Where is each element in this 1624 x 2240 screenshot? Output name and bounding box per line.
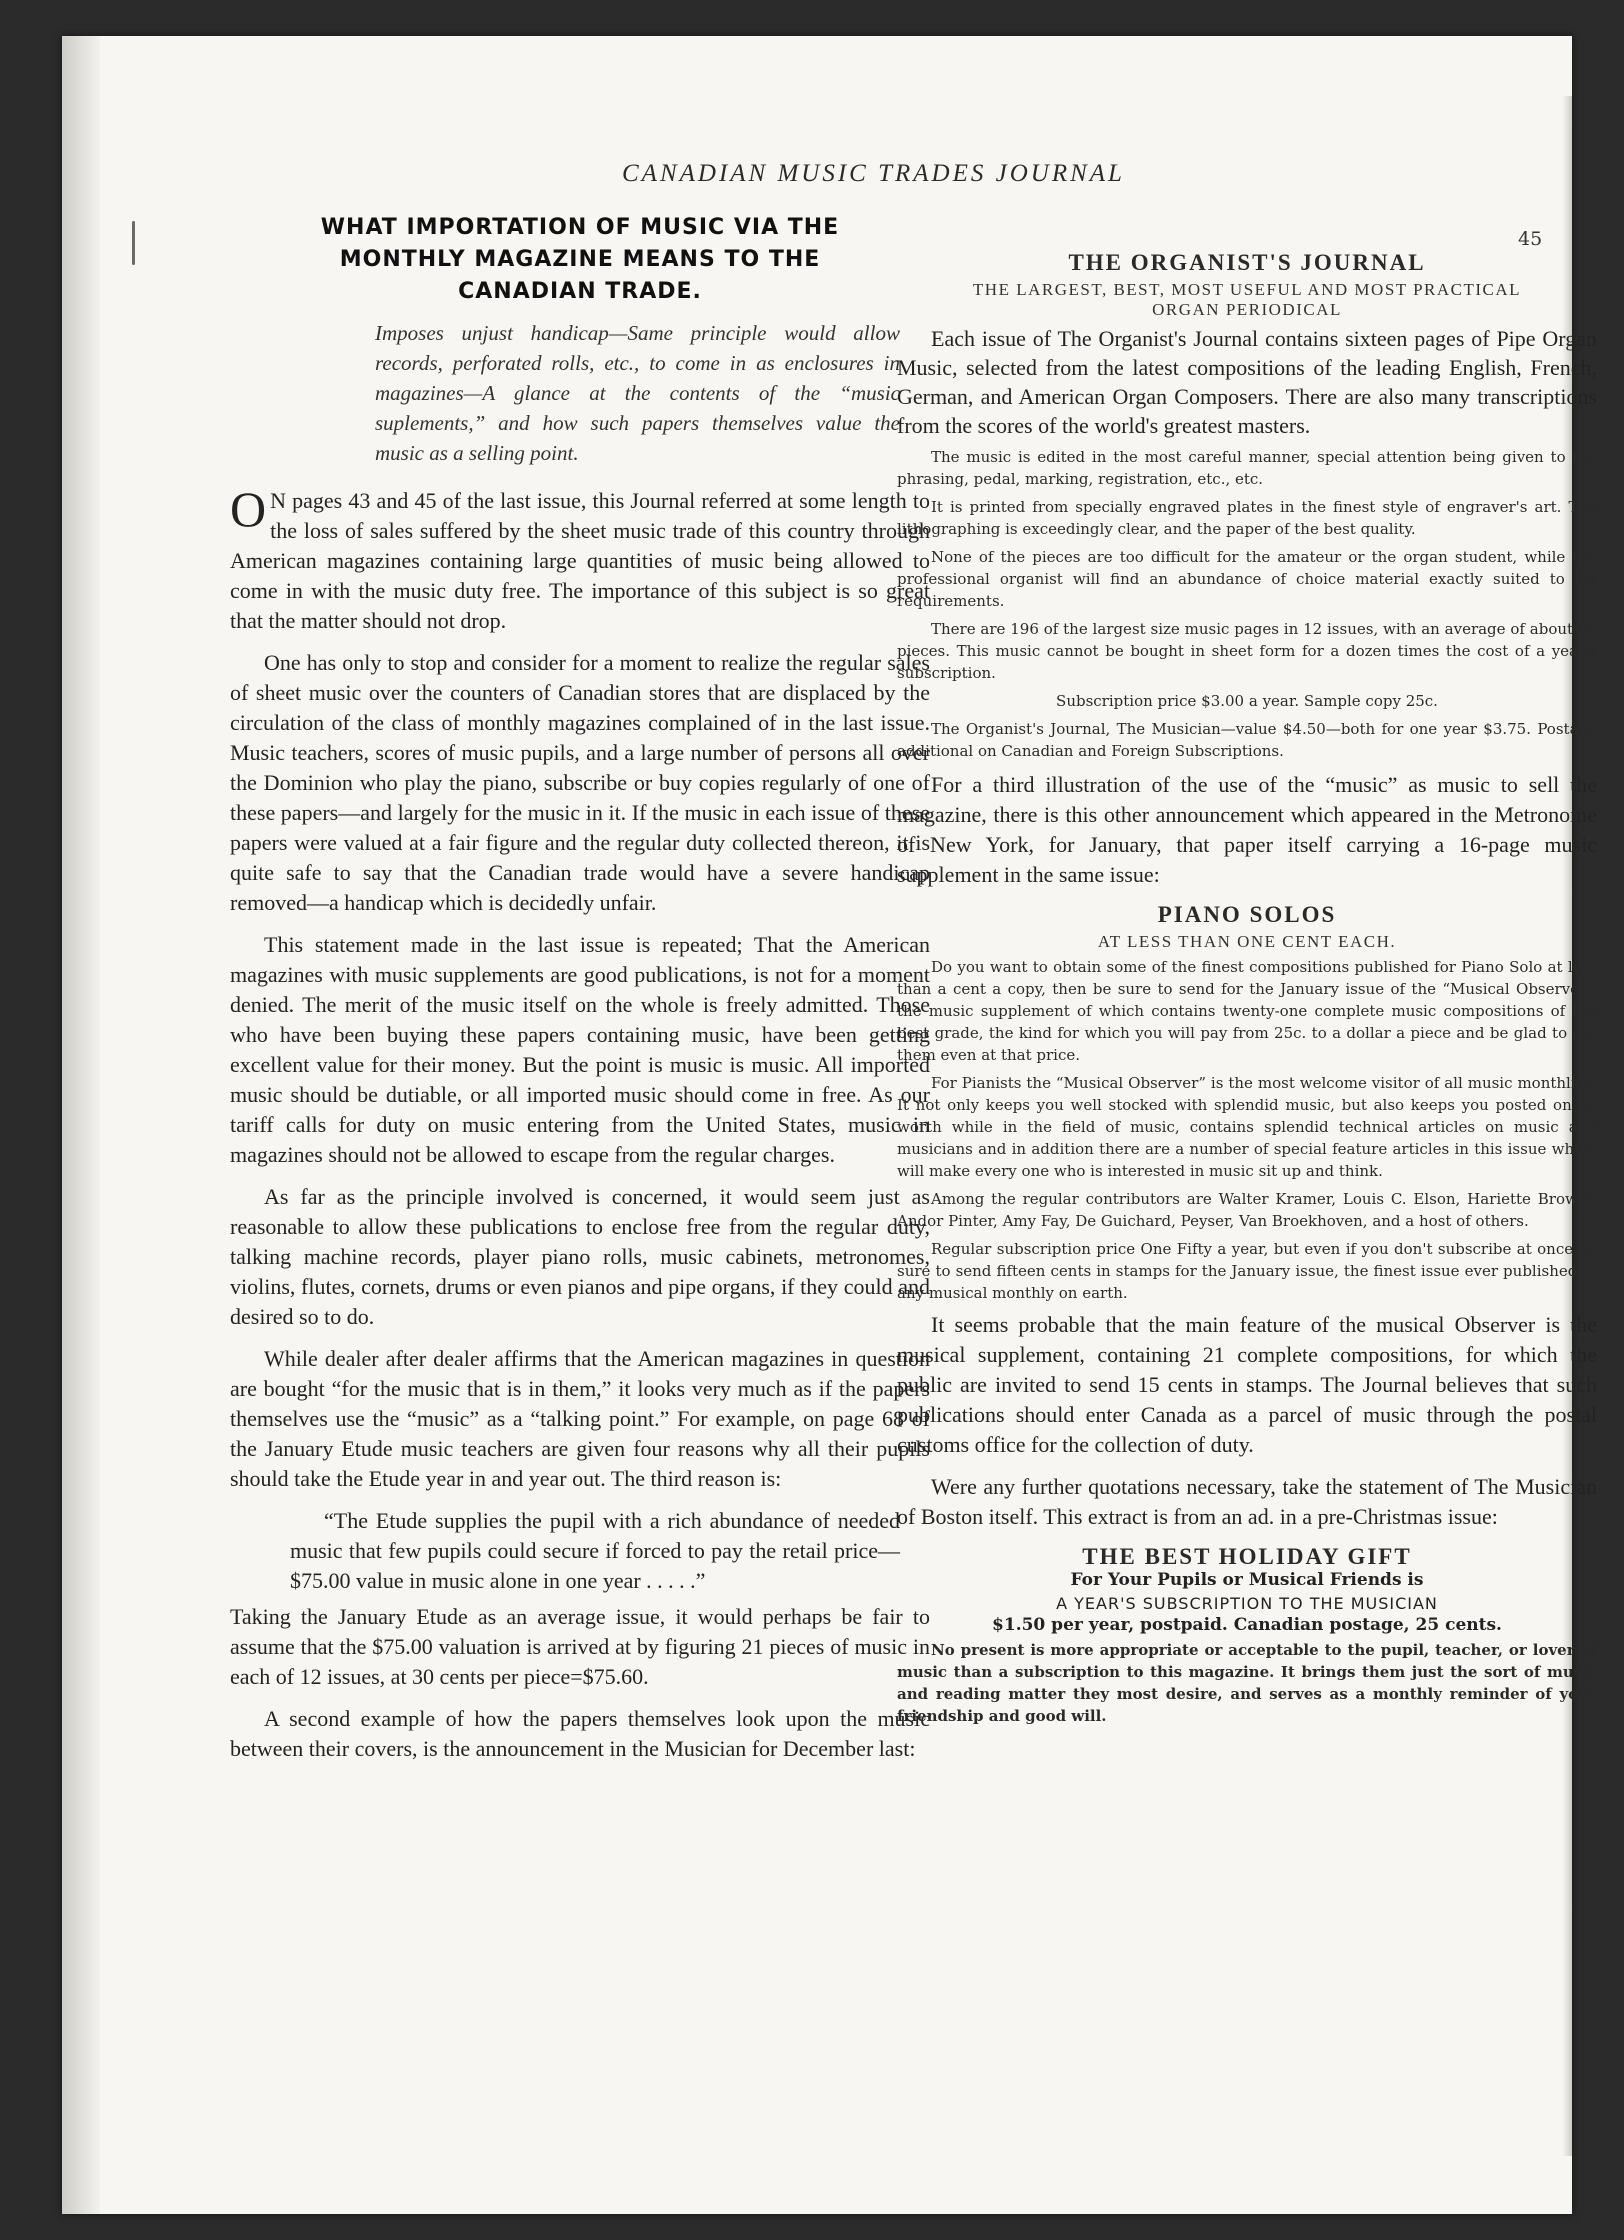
piano-ad-p1: Do you want to obtain some of the finest compositions published for Piano Solo at less than a cent a copy, then be sure to send for the January issue of the “Musical Observer,” the music supplement of which contains twenty-one complete music compositions of the best grade, the kind for which you will pay from 25c. to a dollar a piece and be glad to get them even at that price. <box>897 958 1597 1064</box>
etude-quote: “The Etude supplies the pupil with a rich abundance of needed music that few pupils could secure if forced to pay the retail price—$75.00 value in music alone in one year . . . . .” <box>290 1508 900 1593</box>
organist-ad <box>897 250 1597 762</box>
left-column <box>230 212 930 1776</box>
article-paragraph-2: One has only to stop and consider for a moment to realize the regular sales of sheet music over the counters of Canadian stores that are displaced by the circulation of the class of monthly magazines complained of in the last issue. Music teachers, scores of music pupils, and a large number of persons all over the Dominion who play the piano, subscribe or buy copies regularly of one of these papers—and largely for the music in it. If the music in each issue of these papers were valued at a fair figure and the regular duty collected thereon, it is quite safe to say that the Canadian trade would have a severe handicap removed—a handicap which is decidedly unfair. <box>230 650 930 915</box>
article-deck: Imposes unjust handicap—Same principle would allow records, perforated rolls, etc., to come in as enclosures in magazines—A glance at the contents of the “music suplements,” and how such papers themselves value the music as a selling point. <box>375 321 900 465</box>
holiday-ad-title: THE BEST HOLIDAY GIFT <box>1082 1544 1412 1569</box>
binding-gutter <box>62 36 100 2214</box>
headline-line-2: MONTHLY MAGAZINE MEANS TO THE <box>339 247 821 272</box>
organist-ad-p2: It is printed from specially engraved plates in the finest style of engraver's art. The lithographing is exceedingly clear, and the paper of the best quality. <box>897 498 1597 538</box>
holiday-ad <box>897 1544 1597 1727</box>
paragraph-1-text: N pages 43 and 45 of the last issue, this Journal referred at some length to the loss of sales suffered by the sheet music trade of this country through American magazines containing large quantities of music being allowed to come in with the music duty free. The importance of this subject is so great that the matter should not drop. <box>230 488 930 633</box>
organist-ad-subtitle: THE LARGEST, BEST, MOST USEFUL AND MOST PRACTICAL ORGAN PERIODICAL <box>972 280 1522 319</box>
headline-line-3: CANADIAN TRADE. <box>458 279 702 304</box>
holiday-ad-line-2: A YEAR'S SUBSCRIPTION TO THE MUSICIAN <box>1056 1594 1438 1613</box>
binding-mark <box>132 221 135 265</box>
holiday-ad-line-3: $1.50 per year, postpaid. Canadian postage, 25 cents. <box>992 1615 1502 1635</box>
right-paragraph-3: Were any further quotations necessary, take the statement of The Musician of Boston itself. This extract is from an ad. in a pre-Christmas issue: <box>897 1474 1597 1529</box>
right-paragraph-1: For a third illustration of the use of the “music” as music to sell the magazine, there is this other announcement which appeared in the Metronome of New York, for January, that paper itself carrying a 16-page music supplement in the same issue: <box>897 772 1597 887</box>
article-paragraph-1 <box>230 481 930 636</box>
article-paragraph-3: This statement made in the last issue is repeated; That the American magazines with music supplements are good publications, is not for a moment denied. The merit of the music itself on the whole is freely admitted. Those who have been buying these papers containing music, have been getting excellent value for their money. But the point is music is music. All imported music should be dutiable, or all imported music should come in free. As our tariff calls for duty on music entering from the United States, music in magazines should not be allowed to escape from the regular charges. <box>230 932 930 1167</box>
organist-ad-p3: None of the pieces are too difficult for the amateur or the organ student, while the professional organist will find an abundance of choice material exactly suited to his requirements. <box>897 548 1597 610</box>
headline-line-1: WHAT IMPORTATION OF MUSIC VIA THE <box>320 215 840 240</box>
article-paragraph-5: While dealer after dealer affirms that the American magazines in question are bought “for the music that is in them,” it looks very much as if the papers themselves use the “music” as a “talking point.” For example, on page 68 of the January Etude music teachers are given four reasons why all their pupils should take the Etude year in and year out. The third reason is: <box>230 1346 930 1491</box>
article-paragraph-7: A second example of how the papers themselves look upon the music between their covers, is the announcement in the Musician for December last: <box>230 1706 930 1761</box>
journal-page <box>62 36 1597 2214</box>
piano-ad-p3: Among the regular contributors are Walter Kramer, Louis C. Elson, Hariette Brower, Andor Pinter, Amy Fay, De Guichard, Peyser, Van Broekhoven, and a host of others. <box>897 1190 1597 1230</box>
page-number: 45 <box>1518 228 1543 250</box>
piano-ad-title: PIANO SOLOS <box>1157 902 1337 927</box>
organist-ad-p4: There are 196 of the largest size music pages in 12 issues, with an average of about 80 pieces. This music cannot be bought in sheet form for a dozen times the cost of a year's subscription. <box>897 620 1597 682</box>
right-column <box>897 250 1597 1733</box>
organist-ad-title: THE ORGANIST'S JOURNAL <box>1068 250 1426 275</box>
article-paragraph-4: As far as the principle involved is concerned, it would seem just as reasonable to allow these publications to enclose free from the regular duty, talking machine records, player piano rolls, music cabinets, metronomes, violins, flutes, cornets, drums or even pianos and pipe organs, if they could and desired so to do. <box>230 1184 930 1329</box>
organist-ad-p1: The music is edited in the most careful manner, special attention being given to the phrasing, pedal, marking, registration, etc., etc. <box>897 448 1597 488</box>
organist-ad-price: Subscription price $3.00 a year. Sample copy 25c. <box>1056 692 1438 710</box>
right-paragraph-2: It seems probable that the main feature of the musical Observer is the musical supplement, containing 21 complete compositions, for which the public are invited to send 15 cents in stamps. The Journal believes that such publications should enter Canada as a parcel of music through the postal customs office for the collection of duty. <box>897 1312 1597 1457</box>
article-headline <box>230 212 930 308</box>
holiday-ad-line-1: For Your Pupils or Musical Friends is <box>1070 1570 1424 1590</box>
organist-ad-lead: Each issue of The Organist's Journal contains sixteen pages of Pipe Organ Music, selected from the latest compositions of the leading English, French, German, and American Organ Composers. There are also many transcriptions from the scores of the world's greatest masters. <box>897 326 1597 438</box>
organist-ad-combo: The Organist's Journal, The Musician—value $4.50—both for one year $3.75. Postage additional on Canadian and Foreign Subscriptions. <box>897 720 1597 760</box>
piano-ad-p4: Regular subscription price One Fifty a year, but even if you don't subscribe at once be sure to send fifteen cents in stamps for the January issue, the finest issue ever published of any musical monthly on earth. <box>897 1240 1597 1302</box>
holiday-ad-body: No present is more appropriate or acceptable to the pupil, teacher, or lover of music than a subscription to this magazine. It brings them just the sort of music and reading matter they most desire, and serves as a monthly reminder of your friendship and good will. <box>897 1641 1597 1725</box>
dropcap: O <box>230 481 267 537</box>
piano-ad-subtitle: AT LESS THAN ONE CENT EACH. <box>1097 932 1397 951</box>
running-head: CANADIAN MUSIC TRADES JOURNAL <box>622 160 1125 187</box>
article-paragraph-6: Taking the January Etude as an average issue, it would perhaps be fair to assume that the $75.00 valuation is arrived at by figuring 21 pieces of music in each of 12 issues, at 30 cents per piece=$75.60. <box>230 1604 930 1689</box>
piano-ad <box>897 902 1597 1304</box>
piano-ad-p2: For Pianists the “Musical Observer” is the most welcome visitor of all music monthlies. It not only keeps you well stocked with splendid music, but also keeps you posted on all worth while in the field of music, contains splendid technical articles on music and musicians and in addition there are a number of special feature articles in this issue which will make every one who is interested in music sit up and think. <box>897 1074 1597 1180</box>
